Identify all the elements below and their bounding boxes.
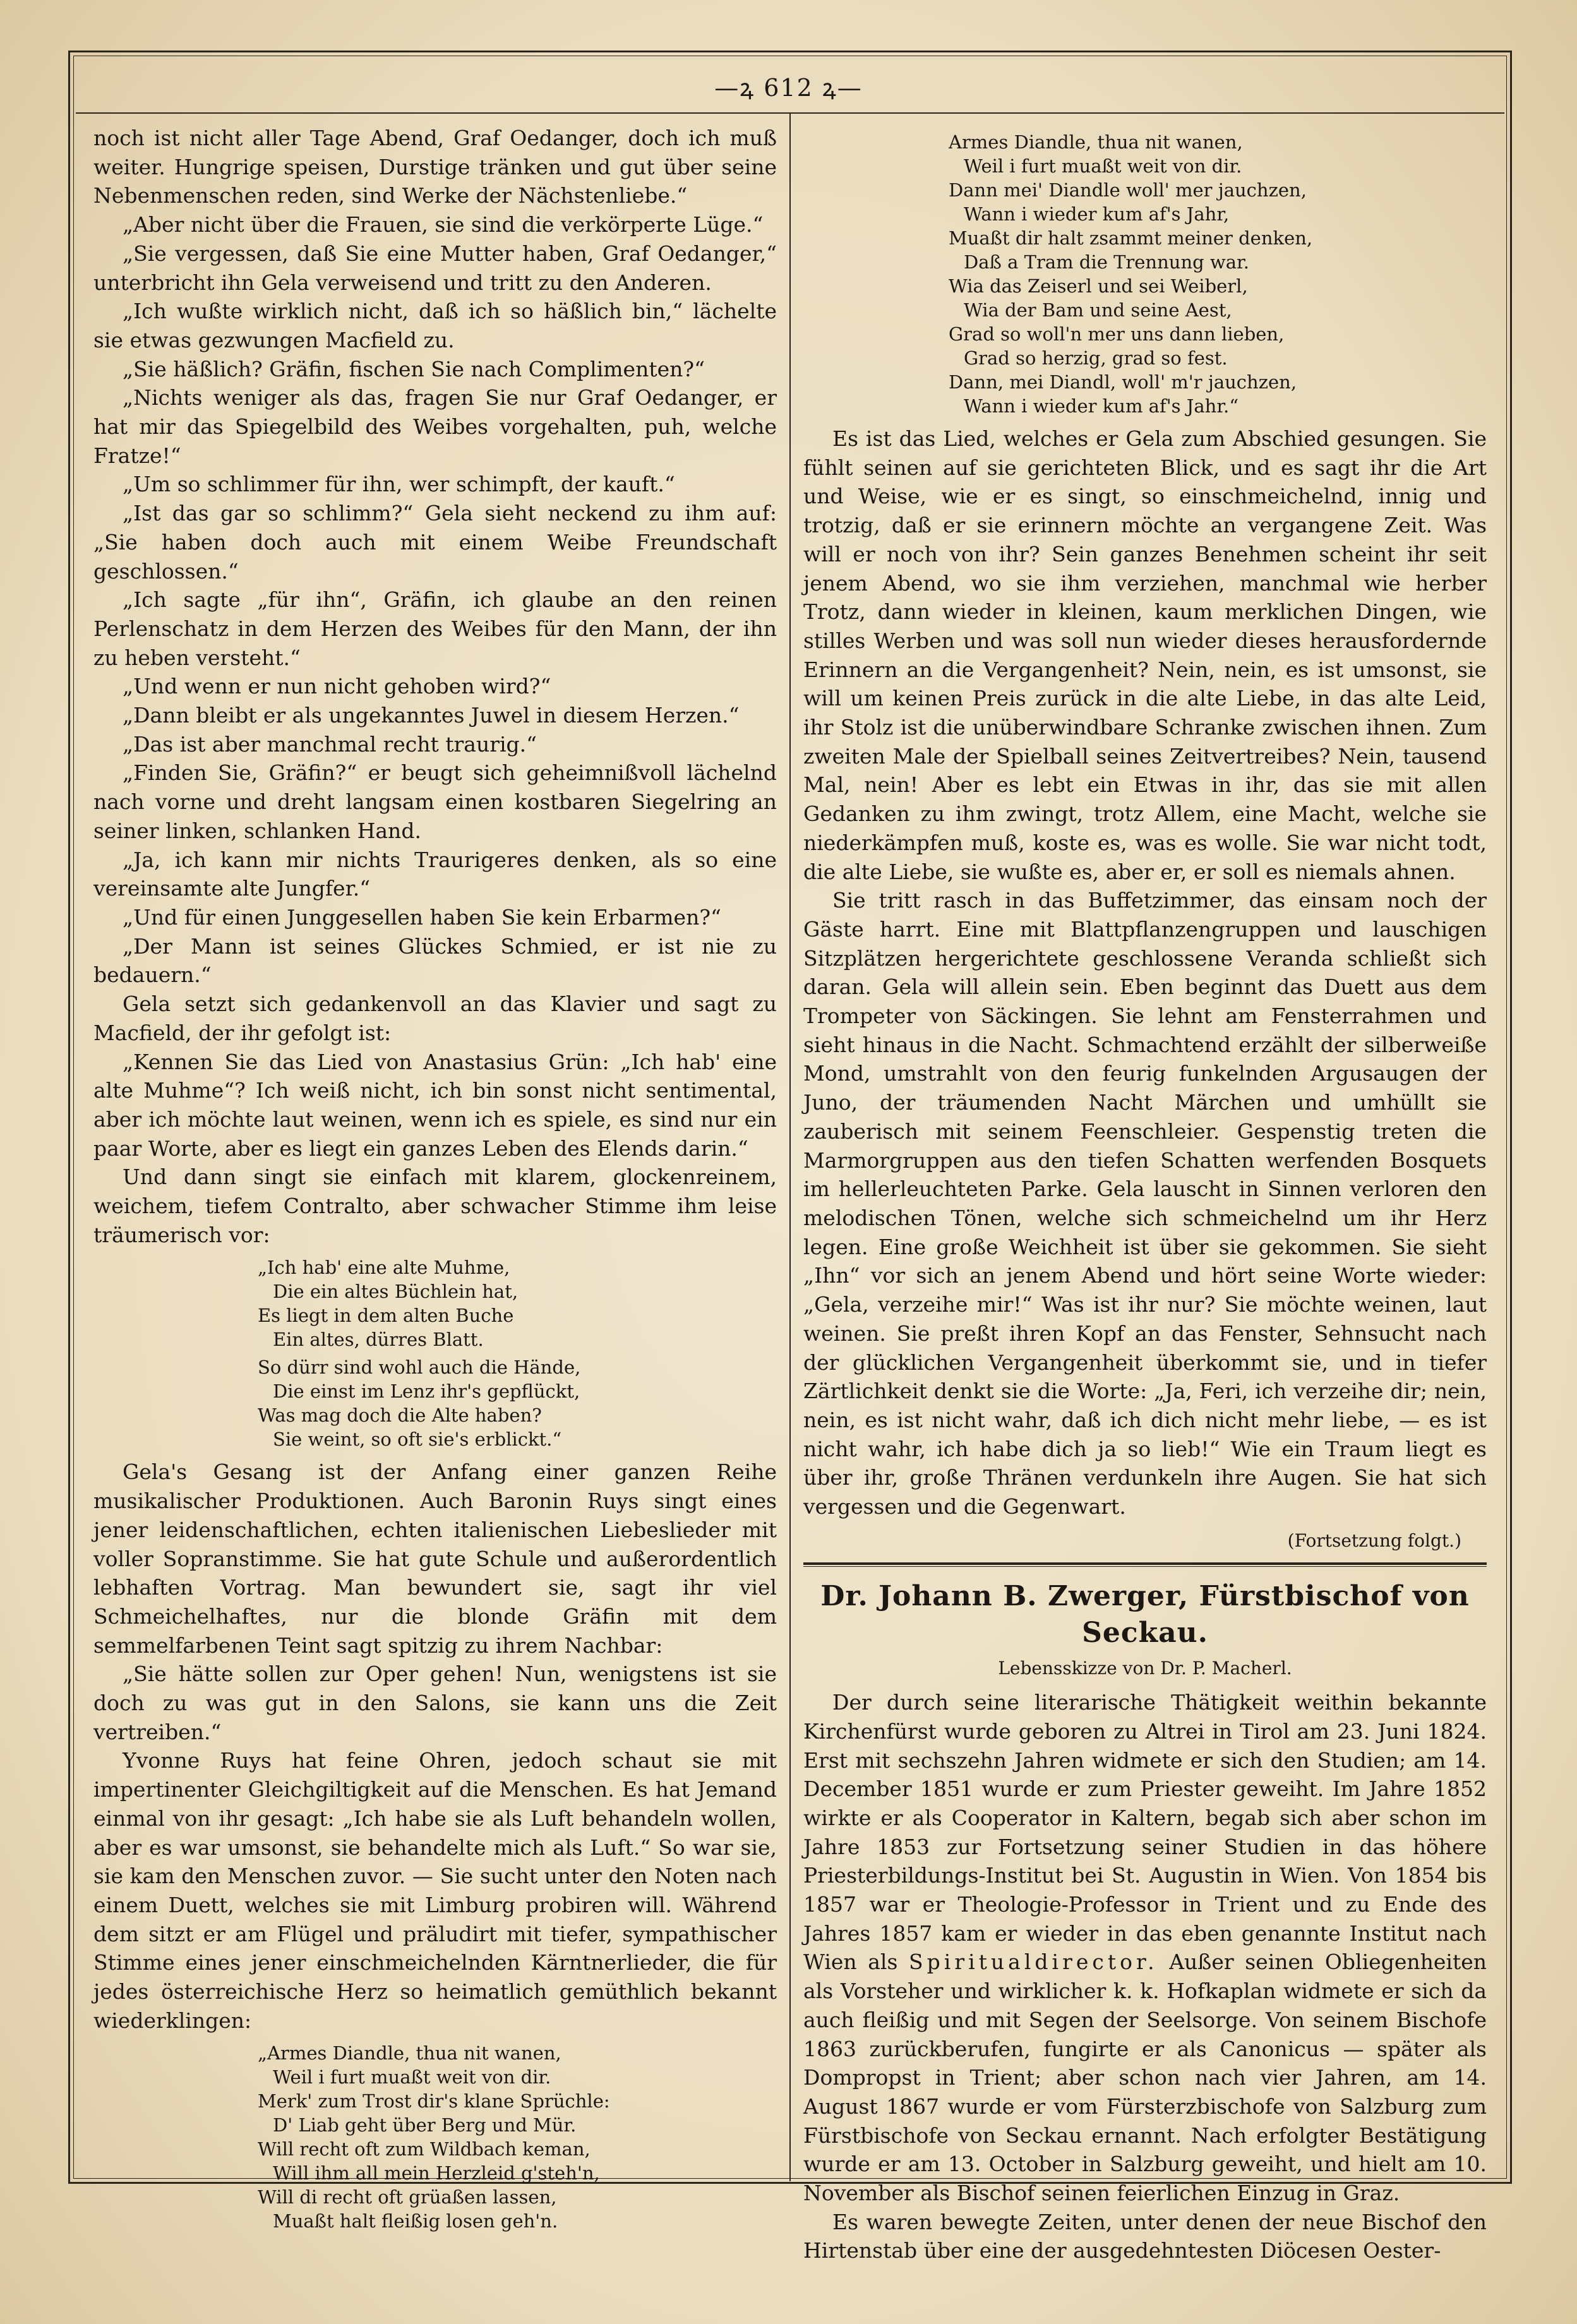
poem-line: Wia das Zeiserl und sei Weiberl,: [949, 275, 1248, 297]
poem-line: D' Liab geht über Berg und Mür.: [273, 2114, 577, 2136]
paragraph: Gela setzt sich gedankenvoll an das Klavier und sagt zu Macfield, der ihr gefolgt ist:: [93, 991, 777, 1045]
paragraph: Sie tritt rasch in das Buffetzimmer, das einsam noch der Gäste harrt. Eine mit Blattpflanzengruppen und lauschigen Sitzplätzen hergerichtete geschlossene Veranda schließt sich daran. Gela will allein sein. Eben beginnt das Duett aus dem Trompeter von Säckingen. Sie lehnt am Fensterrahmen und sieht hinaus in die Nacht. Schmachtend erzählt der silberweiße Mond, umstrahlt von den feurig funkelnden Argusaugen der Juno, der träumenden Nacht Märchen und umhüllt sie zauberisch mit seinem Feenschleier. Gespenstig treten die Marmorgruppen aus den tiefen Schatten werfenden Bosquets im hellerleuchteten Parke. Gela lauscht in Sinnen verloren den melodischen Tönen, welche sich schmeichelnd um ihr Herz legen. Eine große Weichheit ist über sie gekommen. Sie sieht „Ihn“ vor sich an jenem Abend und hört seine Worte wieder: „Gela, verzeihe mir!“ Was ist ihr nur? Sie möchte weinen, laut weinen. Sie preßt ihren Kopf an das Fenster, Sehnsucht nach der glücklichen Vergangenheit überkommt sie, und in tiefer Zärtlichkeit denkt sie die Worte: „Ja, Feri, ich verzeihe dir; nein, nein, es ist nicht wahr, daß ich dich nicht mehr liebe, — es ist nicht wahr, ich habe dich ja so lieb!“ Wie ein Traum liegt es über ihr, große Thränen verdunkeln ihre Augen. Sie hat sich vergessen und die Gegenwart.: [803, 888, 1487, 1519]
column-divider: [789, 112, 791, 2181]
poem-line: Wia der Bam und seine Aest,: [964, 299, 1232, 321]
poem-line: Merk' zum Trost dir's klane Sprüchle:: [258, 2090, 610, 2112]
paragraph: Yvonne Ruys hat feine Ohren, jedoch schaut sie mit impertinenter Gleichgiltigkeit auf die Menschen. Es hat Jemand einmal von ihr gesagt: „Ich habe sie als Luft behandeln wollen, aber es war umsonst, sie behandelte mich als Luft.“ So war sie, sie kam den Menschen zuvor. — Sie sucht unter den Noten nach einem Duett, welches sie mit Limburg probiren will. Während dem sitzt er am Flügel und präludirt mit tiefer, sympathischer Stimme eines jener einschmeichelnden Kärntnerlieder, die für jedes österreichische Herz so heimatlich gemüthlich bekannt wiederklingen:: [93, 1748, 777, 2033]
poem-armes-diandle: [258, 2041, 777, 2233]
poem-line: Will ihm all mein Herzleid g'steh'n,: [273, 2162, 600, 2184]
paragraph: [803, 1688, 1487, 2208]
left-column: [93, 124, 777, 2232]
poem-line: „Ich hab' eine alte Muhme,: [258, 1257, 510, 1279]
paragraph: Es ist das Lied, welches er Gela zum Abschied gesungen. Sie fühlt seinen auf sie gerichteten Blick, und es sagt ihr die Art und Weise, wie er es singt, so einschmeichelnd, innig und trotzig, daß er sie erinnern möchte an vergangene Zeit. Was will er noch von ihr? Sein ganzes Benehmen scheint ihr seit jenem Abend, wo sie ihm verziehen, manchmal wie herber Trotz, dann wieder in kleinen, kaum merklichen Dingen, wie stilles Werben und was soll nun wieder dieses herausfordernde Erinnern an die Vergangenheit? Nein, nein, es ist umsonst, sie will um keinen Preis zurück in die alte Liebe, in das alte Leid, ihr Stolz ist die unüberwindbare Schranke zwischen ihnen. Zum zweiten Male der Spielball seines Zeitvertreibes? Nein, tausend Mal, nein! Aber es lebt ein Etwas in ihr, das sie mit allen Gedanken zu ihm zwingt, trotz Allem, eine Macht, welche sie niederkämpfen muß, koste es, was es wolle. Sie war nicht todt, die alte Liebe, sie wußte es, aber er, er soll es niemals ahnen.: [803, 426, 1487, 884]
poem-line: Dann mei' Diandle woll' mer jauchzen,: [949, 179, 1307, 201]
paragraph: „Nichts weniger als das, fragen Sie nur Graf Oedanger, er hat mir das Spiegelbild des Weibes vorgehalten, puh, welche Fratze!“: [93, 385, 777, 468]
poem-line: Grad so woll'n mer uns dann lieben,: [949, 323, 1285, 345]
poem-line: Grad so herzig, grad so fest.: [964, 347, 1228, 369]
poem-line: „Armes Diandle, thua nit wanen,: [258, 2042, 561, 2064]
poem-line: Will di recht oft grüaßen lassen,: [258, 2186, 557, 2208]
paragraph: Und dann singt sie einfach mit klarem, glockenreinem, weichem, tiefem Contralto, aber schwacher Stimme ihm leise träumerisch vor:: [93, 1165, 777, 1247]
paragraph: noch ist nicht aller Tage Abend, Graf Oedanger, doch ich muß weiter. Hungrige speisen, Durstige tränken und gut über seine Nebenmenschen reden, sind Werke der Nächstenliebe.“: [93, 126, 777, 208]
poem-line: Daß a Tram die Trennung war.: [964, 251, 1249, 273]
paragraph-text: Außer seinen Obliegenheiten als Vorsteher und wirklicher k. k. Hofkaplan widmete er sich da auch fleißig und mit Segen der Seelsorge. Von seinem Bischofe 1863 zurückberufen, fungirte er als Canonicus — später als Dompropst in Trient; aber schon nach vier Jahren, am 14. August 1867 wurde er vom Fürsterzbischofe von Salzburg zum Fürstbischofe von Seckau ernannt. Nach erfolgter Bestätigung wurde er am 13. October in Salzburg geweiht, und hielt am 10. November als Bischof seinen feierlichen Einzug in Graz.: [803, 1950, 1487, 2206]
poem-line: Weil i furt muaßt weit von dir.: [273, 2066, 551, 2088]
poem-line: Es liegt in dem alten Buche: [258, 1305, 514, 1327]
poem-line: Weil i furt muaßt weit von dir.: [964, 155, 1242, 177]
section-rule-thin: [803, 1566, 1487, 1567]
continuation-note: (Fortsetzung folgt.): [1287, 1530, 1461, 1551]
poem-line: Die einst im Lenz ihr's gepflückt,: [273, 1381, 580, 1403]
paragraph: „Und für einen Junggesellen haben Sie kein Erbarmen?“: [123, 904, 721, 930]
poem-line: Wann i wieder kum af's Jahr.“: [964, 395, 1239, 417]
poem-line: So dürr sind wohl auch die Hände,: [258, 1357, 581, 1379]
paragraph: „Sie vergessen, daß Sie eine Mutter haben, Graf Oedanger,“ unterbricht ihn Gela verweisend und tritt zu den Anderen.: [93, 241, 777, 295]
paragraph-text: Der durch seine literarische Thätigkeit weithin bekannte Kirchenfürst wurde geboren zu Altrei in Tirol am 23. Juni 1824. Erst mit sechszehn Jahren widmete er sich den Studien; am 14. December 1851 wurde er zum Priester geweiht. Im Jahre 1852 wirkte er als Cooperator in Kaltern, begab sich aber schon im Jahre 1853 zur Fortsetzung seiner Studien in das höhere Priesterbildungs-Institut bei St. Augustin in Wien. Von 1854 bis 1857 war er Theologie-Professor in Trient und zu Ende des Jahres 1857 kam er wieder in das eben genannte Institut nach Wien als: [803, 1690, 1487, 1975]
spaced-emphasis: Spiritualdirector.: [909, 1950, 1158, 1975]
paragraph: „Und wenn er nun nicht gehoben wird?“: [123, 674, 551, 699]
poem-line: Will recht oft zum Wildbach keman,: [258, 2138, 591, 2160]
paragraph: „Kennen Sie das Lied von Anastasius Grün: „Ich hab' eine alte Muhme“? Ich weiß nicht, ich bin sonst nicht sentimental, aber ich möchte laut weinen, wenn ich es spiele, es sind nur ein paar Worte, aber es liegt ein ganzes Leben des Elends darin.“: [93, 1049, 777, 1161]
paragraph: „Sie häßlich? Gräfin, fischen Sie nach Complimenten?“: [123, 356, 705, 381]
paragraph: „Ist das gar so schlimm?“ Gela sieht neckend zu ihm auf: „Sie haben doch auch mit einem Weibe Freundschaft geschlossen.“: [93, 501, 777, 584]
poem-line: Ein altes, dürres Blatt.: [273, 1329, 484, 1351]
paragraph: Gela's Gesang ist der Anfang einer ganzen Reihe musikalischer Produktionen. Auch Baronin Ruys singt eines jener leidenschaftlichen, echten italienischen Liebeslieder mit voller Sopranstimme. Sie hat gute Schule und außerordentlich lebhaften Vortrag. Man bewundert sie, sagt ihr viel Schmeichelhaftes, nur die blonde Gräfin mit dem semmelfarbenen Teint sagt spitzig zu ihrem Nachbar:: [93, 1459, 777, 1658]
section-rule-thick: [803, 1562, 1487, 1565]
paragraph: „Aber nicht über die Frauen, sie sind die verkörperte Lüge.“: [123, 212, 764, 237]
poem-line: Dann, mei Diandl, woll' m'r jauchzen,: [949, 371, 1297, 393]
page-number: —ꝝ 612 ꝝ—: [714, 74, 863, 102]
poem-line: Muaßt dir halt zsammt meiner denken,: [949, 227, 1313, 249]
paragraph: „Um so schlimmer für ihn, wer schimpft, der kauft.“: [123, 472, 675, 497]
article-title: Dr. Johann B. Zwerger, Fürstbischof von Seckau.: [820, 1580, 1470, 1650]
article-byline: [803, 1654, 1487, 1683]
poem-line: Armes Diandle, thua nit wanen,: [949, 131, 1243, 153]
poem-line: Die ein altes Büchlein hat,: [273, 1281, 519, 1303]
poem-armes-diandle-continued: [949, 130, 1487, 418]
paragraph: „Ich sagte „für ihn“, Gräfin, ich glaube an den reinen Perlenschatz in dem Herzen des Weibes für den Mann, der ihn zu heben versteht.“: [93, 587, 777, 670]
byline-author: P. Macherl.: [1192, 1658, 1292, 1679]
poem-line: Wann i wieder kum af's Jahr,: [964, 203, 1230, 225]
poem-alte-muhme: [258, 1255, 777, 1451]
poem-line: Muaßt halt fleißig losen geh'n.: [273, 2210, 558, 2232]
paragraph: „Das ist aber manchmal recht traurig.“: [123, 731, 537, 757]
poem-line: Sie weint, so oft sie's erblickt.“: [273, 1429, 562, 1451]
right-column: [803, 124, 1487, 2263]
paragraph: „Dann bleibt er als ungekanntes Juwel in diesem Herzen.“: [123, 703, 740, 728]
poem-line: Was mag doch die Alte haben?: [258, 1405, 542, 1427]
paragraph: „Der Mann ist seines Glückes Schmied, er ist nie zu bedauern.“: [93, 933, 777, 988]
paragraph: „Finden Sie, Gräfin?“ er beugt sich geheimnißvoll lächelnd nach vorne und dreht langsam einen kostbaren Siegelring an seiner linken, schlanken Hand.: [93, 760, 777, 843]
paragraph: „Ja, ich kann mir nichts Traurigeres denken, als so eine vereinsamte alte Jungfer.“: [93, 847, 777, 901]
paragraph: „Sie hätte sollen zur Oper gehen! Nun, wenigstens ist sie doch zu was gut in den Salons, sie kann uns die Zeit vertreiben.“: [93, 1662, 777, 1744]
paragraph: „Ich wußte wirklich nicht, daß ich so häßlich bin,“ lächelte sie etwas gezwungen Macfield zu.: [93, 299, 777, 352]
paragraph: Es waren bewegte Zeiten, unter denen der neue Bischof den Hirtenstab über eine der ausgedehntesten Diöcesen Oester-: [803, 2209, 1487, 2263]
byline-prefix: Lebensskizze von Dr.: [998, 1658, 1187, 1679]
